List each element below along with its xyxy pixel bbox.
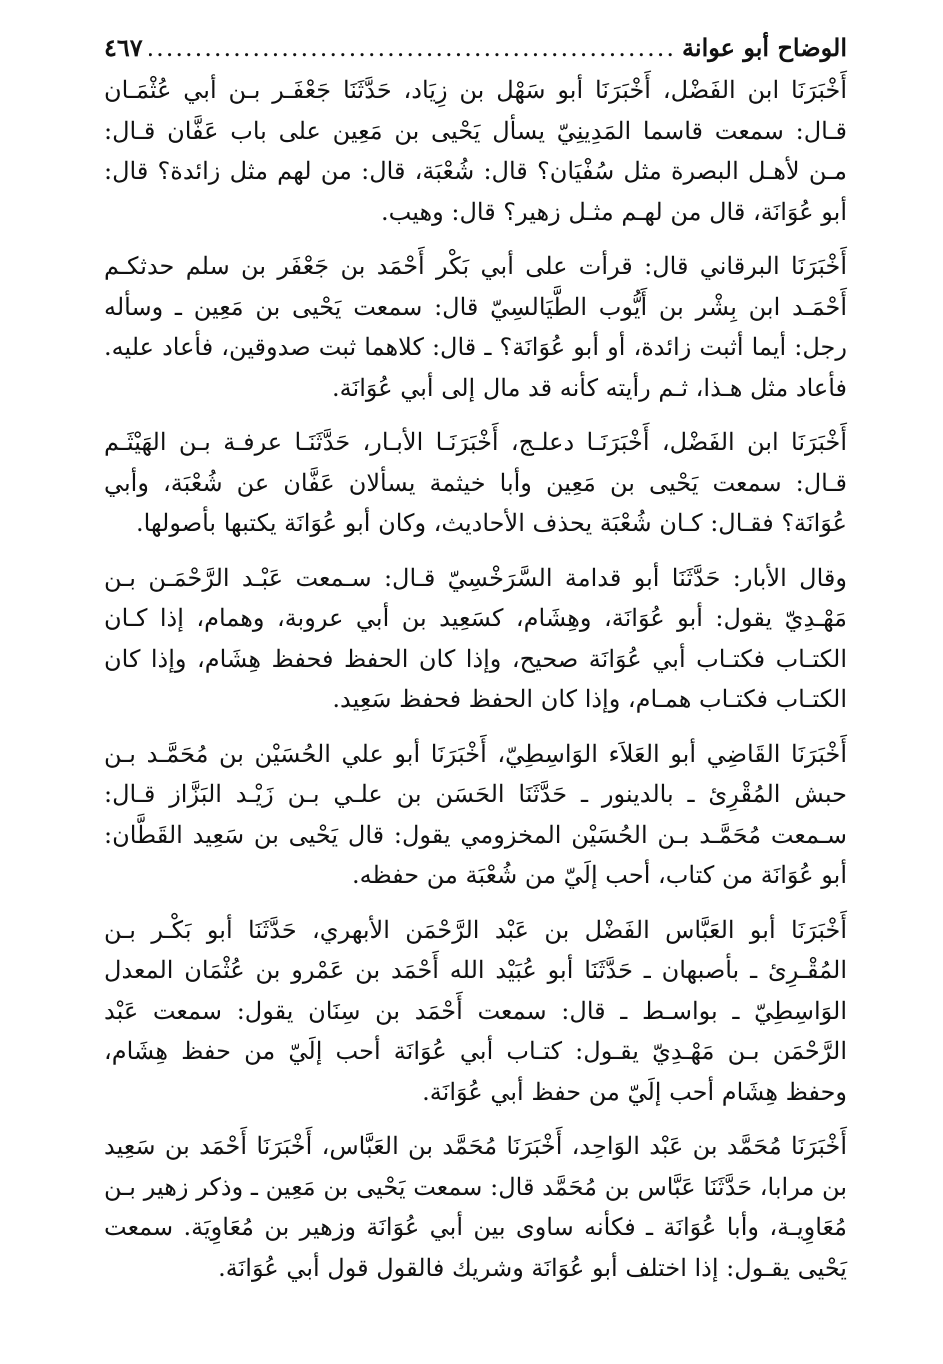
body-text	[104, 70, 847, 1288]
paragraph: أَخْبَرَنَا ابن الفَضْل، أَخْبَرَنَا أبو سَهْل بن زِيَاد، حَدَّثَنَا جَعْفَـر بـن أبي عُثْمَـان قـال: سمعت قاسما المَدِينِيّ يسأل يَحْيى بن مَعِين على باب عَفَّان قـال: مـن لأهـل البصرة مثل سُفْيَان؟ قال: شُعْبَة، قال: من لهم مثل زائدة؟ قال: أبو عُوَانَة، قال من لهـم مثـل زهير؟ قال: وهيب.	[104, 76, 847, 226]
paragraph: أَخْبَرَنَا القَاضِي أبو العَلاَء الوَاسِطِيّ، أَخْبَرَنَا أبو علي الحُسَيْن بن مُحَمَّـد بـن حبش المُقْرِئ ـ بالدينور ـ حَدَّثَنَا الحَسَن بن علـي بـن زَيْـد البَزَّاز قـال: سـمعت مُحَمَّـد بـن الحُسَيْن المخزومي يقول: قال يَحْيى بن سَعِيد القَطَّان: أبو عُوَانَة من كتاب، أحب إلَيّ من شُعْبَة من حفظه.	[104, 739, 847, 889]
paragraph: أَخْبَرَنَا البرقاني قال: قرأت على أبي بَكْر أَحْمَد بن جَعْفَر بن سلم حدثكـم أَحْمَـد ابن بِشْر بن أَيُّوب الطَّيَالسِيّ قال: سمعت يَحْيى بن مَعِين ـ وسأله رجل: أيما أثبت زائدة، أو أبو عُوَانَة؟ ـ قال: كلاهما ثبت صدوقين، فأعاد عليه. فأعاد مثل هـذا، ثـم رأيته كأنه قد مال إلى أبي عُوَانَة.	[104, 252, 847, 402]
page-number: ٤٦٧	[104, 33, 143, 62]
dot-leader	[149, 28, 676, 68]
running-title: الوضاح أبو عوانة	[682, 33, 847, 62]
paragraph: وقال الأبار: حَدَّثَنَا أبو قدامة السَّرَخْسِيّ قـال: سـمعت عَبْـد الرَّحْمَـن بـن مَهْـدِيّ يقول: أبو عُوَانَة، وهِشَام، كسَعِيد بن أبي عروبة، وهمام، إذا كـان الكتـاب فكتـاب أبي عُوَانَة صحيح، وإذا كان الحفظ فحفظ هِشَام، وإذا كان الكتـاب فكتـاب همـام، وإذا كان الحفظ فحفظ سَعِيد.	[104, 563, 848, 713]
paragraph: أَخْبَرَنَا أبو العَبَّاس الفَضْل بن عَبْد الرَّحْمَن الأبهري، حَدَّثَنَا أبو بَكْـر بـن المُقْـرِئ ـ بأصبهان ـ حَدَّثَنَا أبو عُبَيْد الله أَحْمَد بن عَمْرو بن عُثْمَان المعدل الوَاسِطِيّ ـ بواسـط ـ قال: سمعت أَحْمَد بن سِنَان يقول: سمعت عَبْد الرَّحْمَن بـن مَهْـدِيّ يقـول: كتـاب أبي عُوَانَة أحب إلَيّ من حفظ هِشَام، وحفظ هِشَام أحب إلَيّ من حفظ أبي عُوَانَة.	[104, 915, 847, 1106]
paragraph: أَخْبَرَنَا ابن الفَضْل، أَخْبَرَنَـا دعلـج، أَخْبَرَنَـا الأبـار، حَدَّثَنَـا عرفـة بـن الهَيْثَـم قـال: سمعت يَحْيى بن مَعِين وأبا خيثمة يسألان عَفَّان عن شُعْبَة، وأبي عُوَانَة؟ فقـال: كـان شُعْبَة يحذف الأحاديث، وكان أبو عُوَانَة يكتبها بأصولها.	[104, 428, 847, 537]
running-header	[104, 28, 847, 68]
paragraph: أَخْبَرَنَا مُحَمَّد بن عَبْد الوَاحِد، أَخْبَرَنَا مُحَمَّد بن العَبَّاس، أَخْبَرَنَا أَحْمَد بن سَعِيد بن مرابا، حَدَّثَنَا عَبَّاس بن مُحَمَّد قال: سمعت يَحْيى بن مَعِين ـ وذكر زهير بـن مُعَاوِيـة، وأبا عُوَانَة ـ فكأنه ساوى بين أبي عُوَانَة وزهير بن مُعَاوِيَة. سمعت يَحْيى يقـول: إذا اختلف أبو عُوَانَة وشريك فالقول قول أبي عُوَانَة.	[104, 1132, 847, 1282]
